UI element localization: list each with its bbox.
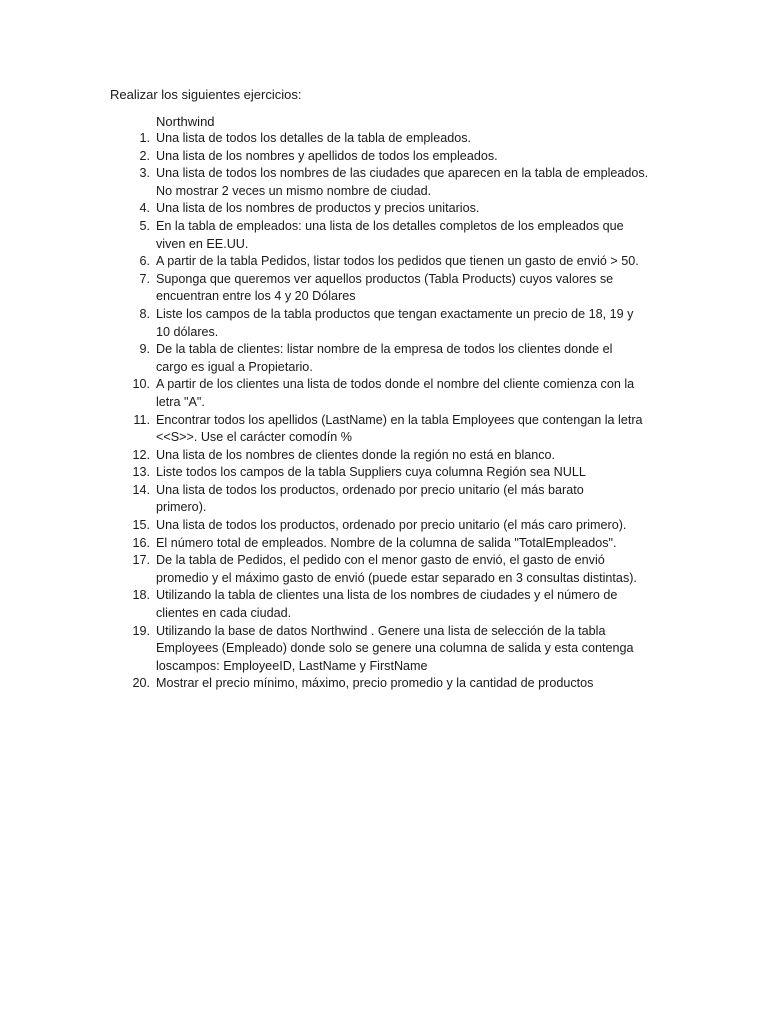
list-item-text bbox=[156, 200, 768, 218]
list-item-line: Employees (Empleado) donde solo se genere una columna de salida y esta contenga bbox=[156, 641, 634, 656]
list-item bbox=[0, 412, 768, 447]
list-item-line: Utilizando la tabla de clientes una lista de los nombres de ciudades y el número de bbox=[156, 588, 618, 603]
list-item bbox=[0, 675, 768, 693]
list-item bbox=[0, 341, 768, 376]
list-item-line: De la tabla de Pedidos, el pedido con el menor gasto de envió, el gasto de envió bbox=[156, 553, 605, 568]
list-item-number: 11. bbox=[133, 412, 150, 427]
list-item-line: Liste los campos de la tabla productos que tengan exactamente un precio de 18, 19 y bbox=[156, 306, 634, 321]
list-item-line: 10 dólares. bbox=[156, 324, 219, 339]
list-item-line: En la tabla de empleados: una lista de los detalles completos de los empleados que bbox=[156, 218, 624, 233]
list-item-number: 4. bbox=[139, 201, 150, 216]
list-item-line: De la tabla de clientes: listar nombre de la empresa de todos los clientes donde el bbox=[156, 342, 613, 357]
list-item-line: No mostrar 2 veces un mismo nombre de ciudad. bbox=[156, 183, 432, 198]
list-item bbox=[0, 535, 768, 553]
list-item-line: primero). bbox=[156, 500, 207, 515]
list-item-text bbox=[156, 482, 768, 517]
list-item-line: viven en EE.UU. bbox=[156, 236, 249, 251]
list-item bbox=[0, 271, 768, 306]
list-item-text bbox=[156, 165, 768, 200]
list-item-number: 17. bbox=[132, 553, 150, 568]
list-item bbox=[0, 447, 768, 465]
list-item-text bbox=[156, 341, 768, 376]
list-item bbox=[0, 376, 768, 411]
list-item-number: 20. bbox=[132, 676, 150, 691]
list-item-line: promedio y el máximo gasto de envió (puede estar separado en 3 consultas distintas). bbox=[156, 570, 637, 585]
list-item-text bbox=[156, 552, 768, 587]
list-item-number: 14. bbox=[132, 482, 150, 497]
exercise-list bbox=[0, 130, 768, 693]
list-item-line: Una lista de los nombres y apellidos de todos los empleados. bbox=[156, 148, 498, 163]
list-item-line: Una lista de los nombres de productos y precios unitarios. bbox=[156, 201, 480, 216]
page-heading: Realizar los siguientes ejercicios: bbox=[110, 87, 302, 102]
list-item-line: Encontrar todos los apellidos (LastName) en la tabla Employees que contengan la letra bbox=[156, 412, 643, 427]
list-item bbox=[0, 200, 768, 218]
list-item-text bbox=[156, 412, 768, 447]
list-item-number: 6. bbox=[139, 254, 150, 269]
list-item bbox=[0, 623, 768, 676]
list-item-number: 2. bbox=[139, 148, 150, 163]
list-item-line: Mostrar el precio mínimo, máximo, precio promedio y la cantidad de productos bbox=[156, 676, 594, 691]
list-item-number: 15. bbox=[132, 518, 150, 533]
list-item-line: Una lista de todos los productos, ordenado por precio unitario (el más caro primero). bbox=[156, 518, 627, 533]
database-title: Northwind bbox=[156, 114, 215, 129]
list-item-line: El número total de empleados. Nombre de la columna de salida "TotalEmpleados". bbox=[156, 535, 617, 550]
list-item-line: Suponga que queremos ver aquellos productos (Tabla Products) cuyos valores se bbox=[156, 271, 614, 286]
list-item-text bbox=[156, 130, 768, 148]
list-item bbox=[0, 130, 768, 148]
list-item-text bbox=[156, 306, 768, 341]
list-item bbox=[0, 482, 768, 517]
list-item-number: 8. bbox=[139, 306, 150, 321]
list-item-text bbox=[156, 148, 768, 166]
list-item-text bbox=[156, 271, 768, 306]
list-item-number: 1. bbox=[139, 131, 150, 145]
list-item-text bbox=[156, 517, 768, 535]
list-item-text bbox=[156, 623, 768, 676]
list-item-text bbox=[156, 535, 768, 553]
list-item-line: Una lista de todos los nombres de las ciudades que aparecen en la tabla de empleados. bbox=[156, 166, 649, 181]
list-item-text bbox=[156, 218, 768, 253]
list-item-number: 16. bbox=[132, 535, 150, 550]
list-item bbox=[0, 253, 768, 271]
list-item-line: loscampos: EmployeeID, LastName y FirstName bbox=[156, 658, 428, 673]
list-item bbox=[0, 552, 768, 587]
list-item-number: 5. bbox=[139, 218, 150, 233]
list-item bbox=[0, 218, 768, 253]
list-item-number: 10. bbox=[132, 377, 150, 392]
list-item bbox=[0, 464, 768, 482]
list-item-text bbox=[156, 464, 768, 482]
list-item-text bbox=[156, 675, 768, 693]
list-item-number: 7. bbox=[139, 271, 150, 286]
list-item-line: Liste todos los campos de la tabla Suppliers cuya columna Región sea NULL bbox=[156, 465, 586, 480]
list-item-line: clientes en cada ciudad. bbox=[156, 606, 292, 621]
list-item-number: 9. bbox=[139, 342, 150, 357]
list-item bbox=[0, 165, 768, 200]
list-item-number: 3. bbox=[139, 166, 150, 181]
list-item-line: cargo es igual a Propietario. bbox=[156, 359, 313, 374]
list-item-text bbox=[156, 376, 768, 411]
list-item-line: Una lista de todos los detalles de la tabla de empleados. bbox=[156, 131, 472, 145]
list-item-text bbox=[156, 253, 768, 271]
list-item-line: <<S>>. Use el carácter comodín % bbox=[156, 430, 353, 445]
list-item bbox=[0, 587, 768, 622]
list-item-line: letra "A". bbox=[156, 394, 205, 409]
list-item bbox=[0, 517, 768, 535]
list-item bbox=[0, 306, 768, 341]
list-item-line: Una lista de todos los productos, ordenado por precio unitario (el más barato bbox=[156, 482, 584, 497]
list-item-number: 13. bbox=[132, 465, 150, 480]
list-item-number: 19. bbox=[132, 623, 150, 638]
list-item-line: A partir de los clientes una lista de todos donde el nombre del cliente comienza con la bbox=[156, 377, 635, 392]
list-item-number: 18. bbox=[132, 588, 150, 603]
list-item bbox=[0, 148, 768, 166]
list-item-number: 12. bbox=[132, 447, 150, 462]
list-item-line: Utilizando la base de datos Northwind . Genere una lista de selección de la tabla bbox=[156, 623, 606, 638]
list-item-line: encuentran entre los 4 y 20 Dólares bbox=[156, 289, 356, 304]
list-item-line: Una lista de los nombres de clientes donde la región no está en blanco. bbox=[156, 447, 556, 462]
list-item-text bbox=[156, 447, 768, 465]
list-item-line: A partir de la tabla Pedidos, listar todos los pedidos que tienen un gasto de envió > 50. bbox=[156, 254, 639, 269]
list-item-text bbox=[156, 587, 768, 622]
